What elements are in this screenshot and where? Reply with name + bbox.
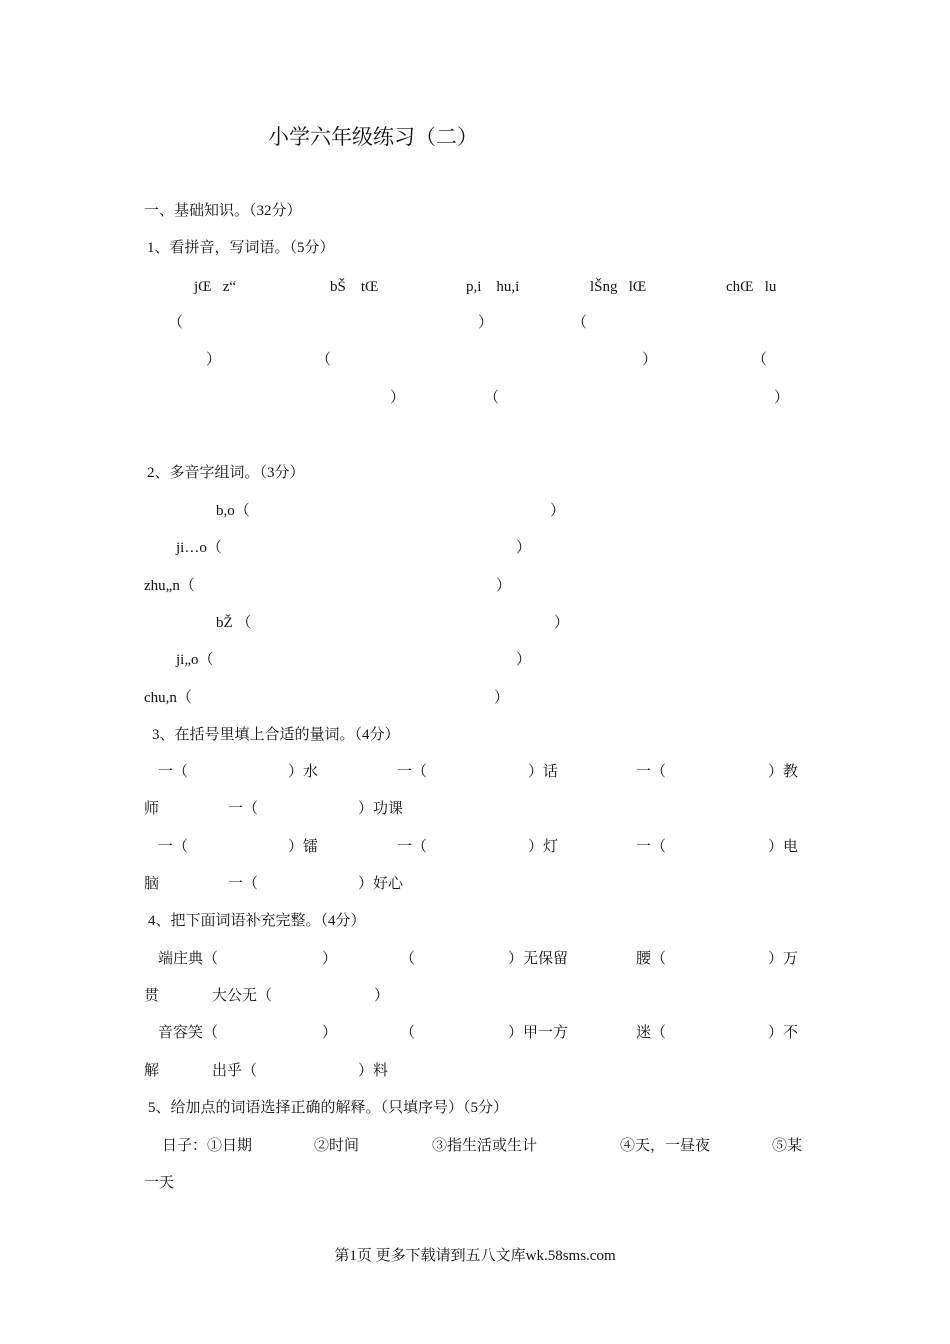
q4-l1-d: ）无保留 [508, 951, 569, 967]
q2-row-4-label: bŽ （ [216, 615, 252, 631]
q3-heading: 3、在括号里填上合适的量词。（4分） [152, 727, 400, 743]
q4-heading: 4、把下面词语补充完整。（4分） [148, 913, 366, 929]
q1-paren-close-2: ） [206, 352, 222, 368]
section-1-heading: 一、基础知识。（32分） [144, 203, 302, 219]
q4-l3-b: ） [322, 1025, 338, 1041]
q3-l1-e: 一（ [636, 764, 667, 780]
q4-l2-b: 大公无（ [212, 988, 273, 1004]
q2-row-3-label: zhu„n（ [144, 578, 195, 594]
q1-pinyin-5: chŒ lu [726, 279, 777, 295]
q4-l3-c: （ [400, 1025, 416, 1041]
q3-l3-b: ）镭 [288, 839, 319, 855]
q3-l3-a: 一（ [158, 839, 189, 855]
q1-pinyin-4: lŠng lŒ [590, 279, 647, 295]
q1-paren-open-3: （ [316, 352, 332, 368]
q1-heading: 1、看拼音，写词语。（5分） [147, 240, 335, 256]
q2-heading: 2、多音字组词。（3分） [147, 465, 305, 481]
q5-l1-a: 日子：①日期 [162, 1138, 253, 1154]
q4-l3-e: 迷（ [636, 1025, 667, 1041]
q3-l1-a: 一（ [158, 764, 189, 780]
q1-paren-close-5: ） [774, 390, 790, 406]
page-title: 小学六年级练习（二） [268, 125, 478, 149]
q4-l3-d: ）甲一方 [508, 1025, 569, 1041]
q1-pinyin-1: jŒ z“ [194, 279, 237, 295]
q1-paren-open-5: （ [484, 390, 500, 406]
q1-paren-close-1: ） [478, 315, 494, 331]
q3-l3-c: 一（ [397, 839, 428, 855]
q1-pinyin-2: bŠ tŒ [330, 279, 379, 295]
q3-l3-f: ）电 [768, 839, 799, 855]
q1-pinyin-3: p,i hu,i [466, 279, 520, 295]
q3-l1-c: 一（ [397, 764, 428, 780]
q4-l1-f: ）万 [768, 951, 799, 967]
q4-l4-a: 解 [144, 1063, 160, 1079]
q4-l1-a: 端庄典（ [158, 951, 219, 967]
q4-l4-c: ）料 [358, 1063, 389, 1079]
q3-l4-a: 脑 [144, 876, 160, 892]
q3-l2-a: 师 [144, 801, 160, 817]
q2-row-3-close: ） [496, 578, 512, 594]
q5-l1-d: ④天，一昼夜 [620, 1138, 711, 1154]
q4-l1-e: 腰（ [636, 951, 667, 967]
q4-l2-a: 贯 [144, 988, 160, 1004]
q1-paren-close-4: ） [390, 390, 406, 406]
q3-l2-b: 一（ [228, 801, 259, 817]
q2-row-4-close: ） [554, 615, 570, 631]
q1-paren-open-1: （ [168, 315, 184, 331]
q5-l1-c: ③指生活或生计 [432, 1138, 538, 1154]
q2-row-5-close: ） [516, 652, 532, 668]
q2-row-6-label: chu,n（ [144, 690, 192, 706]
q3-l4-b: 一（ [228, 876, 259, 892]
q3-l3-e: 一（ [636, 839, 667, 855]
q2-row-5-label: ji„o（ [176, 652, 214, 668]
q5-heading: 5、给加点的词语选择正确的解释。（只填序号）（5分） [148, 1100, 509, 1116]
q3-l2-c: ）功课 [358, 801, 404, 817]
q2-row-2-label: ji…o（ [176, 540, 222, 556]
q3-l1-d: ）话 [528, 764, 559, 780]
q1-paren-open-2: （ [572, 315, 588, 331]
q3-l3-d: ）灯 [528, 839, 559, 855]
q3-l1-b: ）水 [288, 764, 319, 780]
q4-l1-b: ） [322, 951, 338, 967]
q4-l4-b: 出乎（ [212, 1063, 258, 1079]
q2-row-2-close: ） [516, 540, 532, 556]
q4-l2-c: ） [374, 988, 390, 1004]
page-footer: 第1页 更多下载请到五八文库wk.58sms.com [334, 1248, 616, 1264]
q4-l3-a: 音容笑（ [158, 1025, 219, 1041]
q2-row-1-label: b,o（ [216, 503, 250, 519]
q4-l1-c: （ [400, 951, 416, 967]
q1-paren-close-3: ） [642, 352, 658, 368]
q2-row-1-close: ） [550, 503, 566, 519]
q3-l1-f: ）教 [768, 764, 799, 780]
q2-row-6-close: ） [494, 690, 510, 706]
q5-l1-e: ⑤某 [772, 1138, 803, 1154]
q5-l1-b: ②时间 [314, 1138, 360, 1154]
q5-l2: 一天 [144, 1175, 175, 1191]
q3-l4-c: ）好心 [358, 876, 404, 892]
q4-l3-f: ）不 [768, 1025, 799, 1041]
q1-paren-open-4: （ [752, 352, 768, 368]
